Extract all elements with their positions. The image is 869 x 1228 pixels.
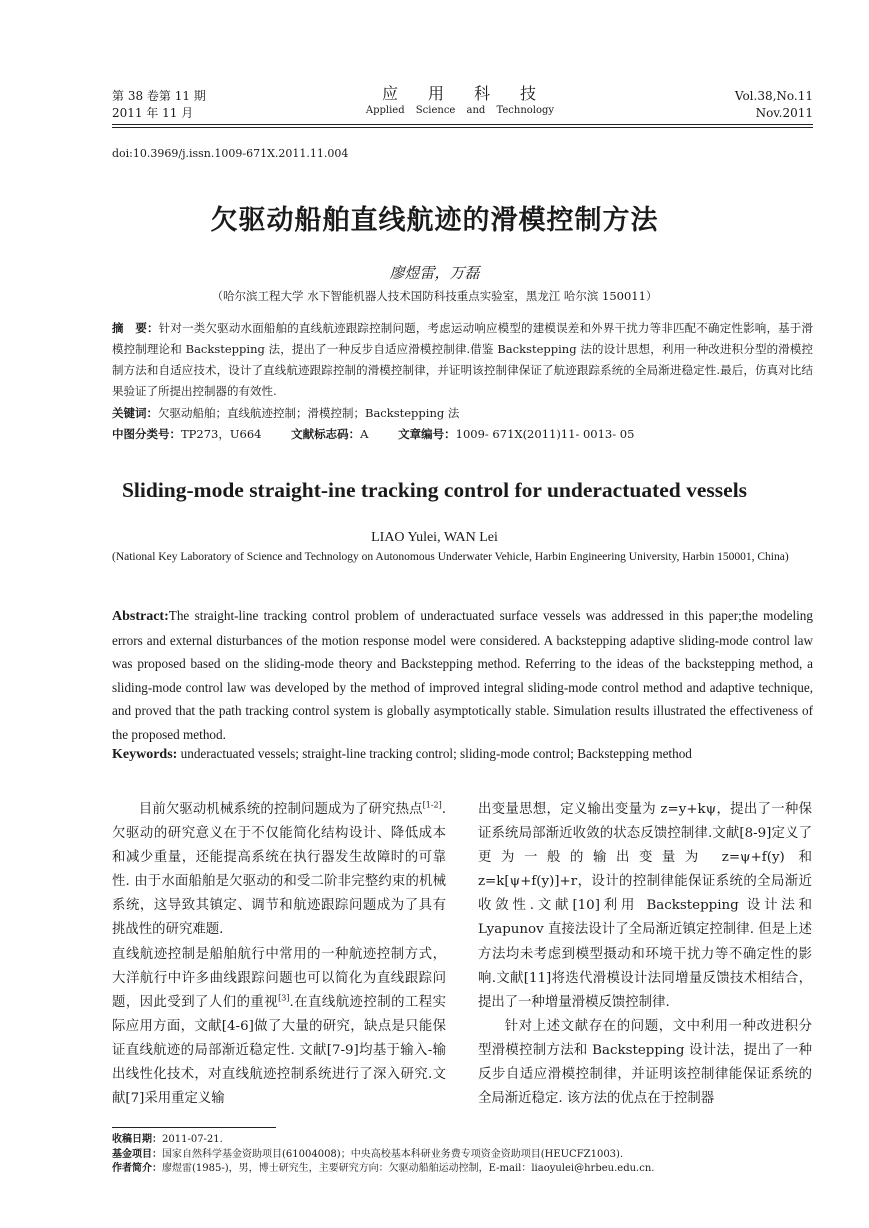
keywords-en [112, 742, 813, 767]
body-paragraph: 针对上述文献存在的问题，文中利用一种改进积分型滑模控制方法和 Backstepping 设计法，提出了一种反步自适应滑模控制律，并证明该控制律能保证系统的全局渐近稳定. 该方法的优点在于控制器 [478, 1018, 812, 1107]
header-right [735, 88, 813, 122]
body-paragraph: 直线航迹控制是船舶航行中常用的一种航迹控制方式，大洋航行中许多曲线跟踪问题也可以简化为直线跟踪问题，因此受到了人们的重视[3].在直线航迹控制的工程实际应用方面，文献[4-6]做了大量的研究，缺点是只能保证直线航迹的局部渐近稳定性. 文献[7-9]均基于输入-输出线性化技术，对直线航迹控制系统进行了深入研究.文献[7]采用重定义输 [112, 946, 446, 1107]
keywords-cn-label: 关键词： [112, 406, 158, 420]
footnote-rule [112, 1127, 276, 1128]
affiliation-cn: （哈尔滨工程大学 水下智能机器人技术国防科技重点实验室，黑龙江 哈尔滨 150011） [211, 289, 658, 303]
clc-label: 中图分类号： [112, 427, 181, 441]
keywords-en-text: underactuated vessels; straight-line tracking control; sliding-mode control; Backstepping method [180, 746, 692, 761]
citation: [1-2] [422, 800, 442, 810]
body-paragraph: 出变量思想，定义输出变量为 z=y+kψ，提出了一种保证系统局部渐近收敛的状态反馈控制律.文献[8-9]定义了更为一般的输出变量为 z=ψ+f(y) 和 z=k[ψ+f(y)]+r，设计的控制律能保证系统的全局渐近收敛性.文献[10]利用 Backstepping 设计法和 Lyapunov 直接法设计了全局渐近镇定控制律. 但是上述方法均未考虑到模型摄动和环境干扰力等不确定性的影响.文献[11]将迭代滑模设计法同增量反馈技术相结合，提出了一种增量滑模反馈控制律. [478, 802, 812, 1010]
journal-name-cn: 应用科技 [381, 84, 566, 103]
volume-cn: 第 38 卷第 11 期 [112, 89, 206, 103]
footnote-fund: 基金项目：国家自然科学基金资助项目(61004008)；中央高校基本科研业务费专项资金资助项目(HEUCFZ1003). [112, 1148, 624, 1160]
article-number-label: 文章编号： [398, 427, 456, 441]
body-column-left [112, 798, 446, 1111]
doc-code-label: 文献标志码： [291, 427, 361, 441]
authors-cn: 廖煜雷，万磊 [389, 264, 480, 282]
clc-value: TP273，U664 [181, 427, 262, 441]
body-column-right [478, 798, 812, 1111]
affiliation-en: (National Key Laboratory of Science and Technology on Autonomous Underwater Vehicle, Harbin Engineering University, Harbin 150001, China) [112, 551, 789, 563]
header-left [112, 88, 206, 122]
volume-en: Vol.38,No.11 [734, 89, 813, 103]
abstract-en [112, 604, 813, 746]
abstract-cn [112, 318, 813, 402]
footnotes [112, 1133, 813, 1177]
abstract-cn-text: 针对一类欠驱动水面船舶的直线航迹跟踪控制问题，考虑运动响应模型的建模误差和外界干扰力等非匹配不确定性影响，基于滑模控制理论和 Backstepping 法，提出了一种反步自适应滑模控制律.借鉴 Backstepping 法的设计思想，利用一种改进积分型的滑模控制方法和自适应技术，设计了直线航迹跟踪控制的滑模控制律，并证明该控制律保证了航迹跟踪系统的全局渐进稳定性.最后，仿真对比结果验证了所提出控制器的有效性. [112, 321, 813, 398]
title-en: Sliding-mode straight-ine tracking control for underactuated vessels [121, 478, 748, 502]
classification-line [112, 424, 813, 445]
header-rule-thin [112, 127, 813, 128]
footnote-received: 收稿日期：2011-07-21. [112, 1134, 223, 1145]
date-cn: 2011 年 11 月 [112, 106, 194, 120]
footnote-author: 作者简介：廖煜雷(1985-)，男，博士研究生，主要研究方向：欠驱动船舶运动控制，E-mail：liaoyulei@hrbeu.edu.cn. [112, 1163, 655, 1174]
abstract-en-label: Abstract: [112, 609, 169, 624]
date-en: Nov.2011 [755, 106, 813, 120]
authors-en: LIAO Yulei, WAN Lei [371, 530, 498, 545]
body-paragraph: 目前欠驱动机械系统的控制问题成为了研究热点[1-2].欠驱动的研究意义在于不仅能简化结构设计、降低成本和减少重量，还能提高系统在执行器发生故障时的可靠性. 由于水面船舶是欠驱动的和受二阶非完整约束的机械系统，这导致其镇定、调节和航迹跟踪问题成为了具有挑战性的研究难题. [112, 800, 446, 938]
keywords-en-label: Keywords: [112, 747, 178, 762]
header-rule [112, 124, 813, 125]
abstract-cn-label: 摘 要： [112, 321, 159, 335]
article-number-value: 1009- 671X(2011)11- 0013- 05 [455, 427, 635, 441]
keywords-cn-text: 欠驱动船舶；直线航迹控制；滑模控制；Backstepping 法 [158, 406, 460, 420]
journal-name-en: Applied Science and Technology [365, 105, 555, 116]
citation: [3] [278, 993, 290, 1003]
abstract-en-text: The straight-line tracking control problem of underactuated surface vessels was addressed in this paper;the modeling errors and external disturbances of the motion response model were considered. A backstepping adaptive sliding-mode control law was proposed based on the sliding-mode theory and Backstepping method. Referring to the ideas of the backstepping method, a sliding-mode control law was developed by the method of improved integral sliding-mode control method and adaptive technique, and proved that the path tracking control system is globally asymptotically stable. Simulation results illustrated the effectiveness of the proposed method. [112, 608, 813, 742]
header-center [340, 84, 580, 118]
doc-code-value: A [360, 427, 369, 441]
title-cn: 欠驱动船舶直线航迹的滑模控制方法 [210, 205, 659, 236]
keywords-cn [112, 403, 813, 424]
doi: doi:10.3969/j.issn.1009-671X.2011.11.004 [112, 147, 349, 160]
